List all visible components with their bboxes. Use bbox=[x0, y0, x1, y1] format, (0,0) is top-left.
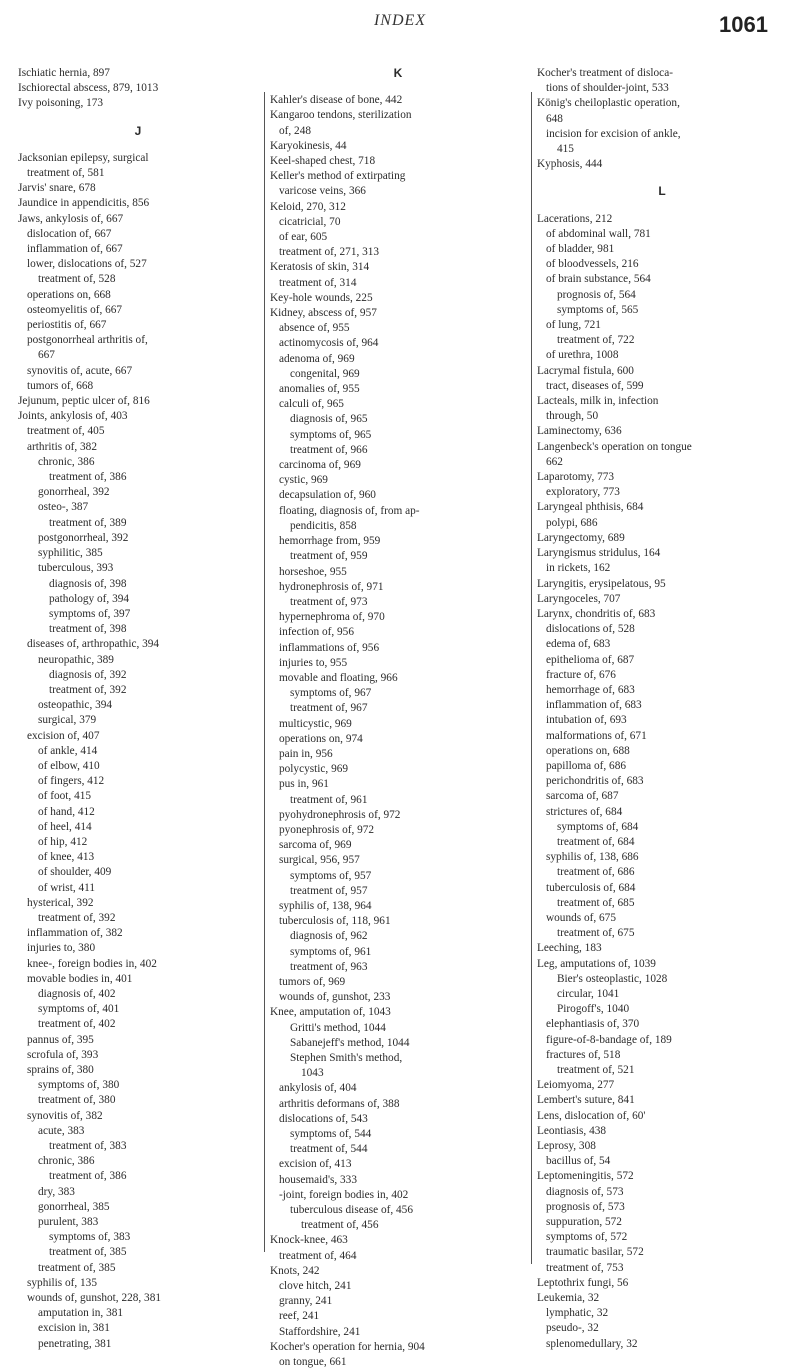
index-subentry: prognosis of, 573 bbox=[546, 1200, 625, 1213]
index-subentry: lower, dislocations of, 527 bbox=[27, 258, 147, 271]
index-subentry: infection of, 956 bbox=[279, 626, 354, 639]
index-subentry: treatment of, 405 bbox=[27, 425, 105, 438]
index-subentry: hemorrhage of, 683 bbox=[546, 683, 635, 696]
index-subentry: of shoulder, 409 bbox=[38, 866, 112, 879]
index-subentry: strictures of, 684 bbox=[546, 805, 623, 818]
index-entry: Lacerations, 212 bbox=[537, 212, 613, 225]
index-subentry: chronic, 386 bbox=[38, 455, 95, 468]
index-subentry: excision in, 381 bbox=[38, 1322, 110, 1335]
index-subentry: diagnosis of, 402 bbox=[38, 987, 116, 1000]
index-subentry: clove hitch, 241 bbox=[279, 1280, 352, 1293]
column-divider bbox=[264, 92, 265, 1252]
index-subentry: absence of, 955 bbox=[279, 322, 350, 335]
index-subentry: chronic, 386 bbox=[38, 1155, 95, 1168]
index-subentry: treatment of, 314 bbox=[279, 276, 357, 289]
index-entry: Leptothrix fungi, 56 bbox=[537, 1276, 629, 1289]
index-subentry: diseases of, arthropathic, 394 bbox=[27, 638, 160, 651]
index-subentry: actinomycosis of, 964 bbox=[279, 337, 379, 350]
index-subentry: treatment of, 959 bbox=[290, 550, 368, 563]
index-subentry: syphilitic, 385 bbox=[38, 547, 103, 560]
index-subentry: syphilis of, 135 bbox=[27, 1276, 97, 1289]
index-subentry: carcinoma of, 969 bbox=[279, 459, 361, 472]
index-entry: Leprosy, 308 bbox=[537, 1140, 596, 1153]
index-subentry: cystic, 969 bbox=[279, 474, 328, 487]
index-subentry: treatment of, 380 bbox=[38, 1094, 116, 1107]
index-entry: Keratosis of skin, 314 bbox=[270, 261, 370, 274]
index-subentry: treatment of, 386 bbox=[49, 1170, 127, 1183]
index-subentry: syphilis of, 138, 964 bbox=[279, 899, 372, 912]
index-subentry: synovitis of, acute, 667 bbox=[27, 364, 133, 377]
index-subentry: diagnosis of, 965 bbox=[290, 413, 368, 426]
running-head: INDEX bbox=[373, 12, 427, 29]
index-subentry: 667 bbox=[38, 349, 55, 362]
index-subentry: multicystic, 969 bbox=[279, 717, 352, 730]
index-subentry: treatment of, 957 bbox=[290, 884, 368, 897]
index-subentry: epithelioma of, 687 bbox=[546, 653, 635, 666]
index-entry: Ischiatic hernia, 897 bbox=[18, 67, 110, 79]
index-entry: König's cheiloplastic operation, bbox=[537, 97, 680, 110]
index-subentry: diagnosis of, 962 bbox=[290, 930, 368, 943]
index-entry: Laryngectomy, 689 bbox=[537, 531, 625, 544]
index-subentry: tuberculous disease of, 456 bbox=[290, 1204, 413, 1217]
index-subentry: pendicitis, 858 bbox=[290, 519, 357, 532]
index-entry: Jacksonian epilepsy, surgical bbox=[18, 151, 149, 164]
index-subentry: circular, 1041 bbox=[557, 987, 620, 1000]
index-subentry: cicatricial, 70 bbox=[279, 215, 341, 228]
index-entry: Lens, dislocation of, 60' bbox=[537, 1109, 646, 1122]
index-entry: Keller's method of extirpating bbox=[270, 170, 406, 183]
section-letter: L bbox=[658, 184, 666, 199]
index-subentry: surgical, 956, 957 bbox=[279, 854, 360, 867]
index-subentry: treatment of, 961 bbox=[290, 793, 368, 806]
index-subentry: of urethra, 1008 bbox=[546, 349, 619, 362]
index-subentry: 415 bbox=[557, 143, 574, 156]
index-subentry: perichondritis of, 683 bbox=[546, 775, 644, 788]
index-subentry: decapsulation of, 960 bbox=[279, 489, 376, 502]
index-subentry: pyohydronephrosis of, 972 bbox=[279, 808, 401, 821]
index-subentry: excision of, 407 bbox=[27, 729, 100, 742]
index-subentry: gonorrheal, 392 bbox=[38, 486, 110, 499]
index-entry: Ischiorectal abscess, 879, 1013 bbox=[18, 82, 159, 95]
index-subentry: treatment of, 528 bbox=[38, 273, 116, 286]
index-subentry: treatment of, 385 bbox=[38, 1261, 116, 1274]
index-entry: Laryngismus stridulus, 164 bbox=[537, 547, 661, 560]
index-subentry: symptoms of, 965 bbox=[290, 428, 372, 441]
index-subentry: treatment of, 581 bbox=[27, 167, 105, 180]
index-subentry: treatment of, 398 bbox=[49, 623, 127, 636]
index-entry: Lacrymal fistula, 600 bbox=[537, 364, 634, 377]
index-subentry: tuberculous, 393 bbox=[38, 562, 114, 575]
index-subentry: of bladder, 981 bbox=[546, 243, 615, 256]
index-subentry: wounds of, gunshot, 233 bbox=[279, 991, 391, 1004]
index-subentry: treatment of, 675 bbox=[557, 927, 635, 940]
index-subentry: of hand, 412 bbox=[38, 805, 95, 818]
index-subentry: arthritis deformans of, 388 bbox=[279, 1097, 400, 1110]
index-subentry: floating, diagnosis of, from ap- bbox=[279, 504, 420, 517]
index-subentry: bacillus of, 54 bbox=[546, 1155, 611, 1168]
index-subentry: polypi, 686 bbox=[546, 516, 598, 529]
index-subentry: dislocation of, 667 bbox=[27, 227, 112, 240]
index-entry: Laryngitis, erysipelatous, 95 bbox=[537, 577, 666, 590]
index-entry: Leontiasis, 438 bbox=[537, 1124, 607, 1137]
index-subentry: incision for excision of ankle, bbox=[546, 127, 681, 140]
index-subentry: polycystic, 969 bbox=[279, 763, 349, 776]
index-subentry: of wrist, 411 bbox=[38, 881, 96, 894]
index-subentry: edema of, 683 bbox=[546, 638, 611, 651]
index-subentry: of lung, 721 bbox=[546, 319, 601, 332]
index-subentry: of hip, 412 bbox=[38, 835, 88, 848]
index-subentry: treatment of, 722 bbox=[557, 334, 635, 347]
index-subentry: treatment of, 967 bbox=[290, 702, 368, 715]
index-entry: Jejunum, peptic ulcer of, 816 bbox=[18, 395, 150, 408]
index-subentry: symptoms of, 967 bbox=[290, 687, 372, 700]
index-subentry: granny, 241 bbox=[279, 1295, 333, 1308]
index-subentry: ankylosis of, 404 bbox=[279, 1082, 357, 1095]
index-subentry: symptoms of, 961 bbox=[290, 945, 372, 958]
index-column-1 bbox=[18, 66, 258, 1352]
index-subentry: pseudo-, 32 bbox=[546, 1322, 599, 1335]
index-subentry: lymphatic, 32 bbox=[546, 1307, 609, 1320]
index-subentry: Bier's osteoplastic, 1028 bbox=[557, 972, 668, 985]
index-subentry: symptoms of, 397 bbox=[49, 607, 131, 620]
index-subentry: operations on, 974 bbox=[279, 732, 363, 745]
index-entry: Kocher's operation for hernia, 904 bbox=[270, 1340, 425, 1353]
index-subentry: prognosis of, 564 bbox=[557, 288, 636, 301]
index-subentry: inflammation of, 683 bbox=[546, 699, 642, 712]
index-entry: Knee, amputation of, 1043 bbox=[270, 1006, 391, 1019]
index-subentry: treatment of, 753 bbox=[546, 1261, 624, 1274]
index-subentry: inflammation of, 382 bbox=[27, 927, 123, 940]
index-subentry: treatment of, 383 bbox=[49, 1140, 127, 1153]
index-subentry: fracture of, 676 bbox=[546, 668, 616, 681]
index-subentry: horseshoe, 955 bbox=[279, 565, 347, 578]
index-subentry: treatment of, 456 bbox=[301, 1219, 379, 1232]
index-subentry: periostitis of, 667 bbox=[27, 319, 107, 332]
index-subentry: 662 bbox=[546, 455, 563, 468]
index-subentry: treatment of, 966 bbox=[290, 443, 368, 456]
index-entry: Lacteals, milk in, infection bbox=[537, 395, 659, 408]
index-subentry: movable and floating, 966 bbox=[279, 671, 398, 684]
index-subentry: treatment of, 685 bbox=[557, 896, 635, 909]
index-subentry: osteo-, 387 bbox=[38, 501, 89, 514]
index-subentry: of knee, 413 bbox=[38, 851, 95, 864]
index-subentry: inflammations of, 956 bbox=[279, 641, 380, 654]
index-subentry: intubation of, 693 bbox=[546, 714, 627, 727]
index-subentry: traumatic basilar, 572 bbox=[546, 1246, 644, 1259]
index-subentry: postgonorrheal arthritis of, bbox=[27, 334, 148, 347]
index-subentry: hemorrhage from, 959 bbox=[279, 535, 381, 548]
index-entry: Knock-knee, 463 bbox=[270, 1234, 348, 1247]
index-subentry: tions of shoulder-joint, 533 bbox=[546, 82, 669, 95]
index-subentry: acute, 383 bbox=[38, 1124, 85, 1137]
index-subentry: treatment of, 402 bbox=[38, 1018, 116, 1031]
index-subentry: -joint, foreign bodies in, 402 bbox=[279, 1188, 409, 1201]
index-subentry: suppuration, 572 bbox=[546, 1216, 622, 1229]
index-subentry: symptoms of, 383 bbox=[49, 1231, 131, 1244]
index-subentry: excision of, 413 bbox=[279, 1158, 352, 1171]
index-entry: Ivy poisoning, 173 bbox=[18, 97, 104, 110]
index-subentry: housemaid's, 333 bbox=[279, 1173, 357, 1186]
index-subentry: of ear, 605 bbox=[279, 231, 328, 244]
index-entry: Laminectomy, 636 bbox=[537, 425, 622, 438]
index-subentry: treatment of, 271, 313 bbox=[279, 246, 380, 259]
index-entry: Kangaroo tendons, sterilization bbox=[270, 109, 412, 122]
index-subentry: Gritti's method, 1044 bbox=[290, 1021, 386, 1034]
index-subentry: tumors of, 969 bbox=[279, 975, 346, 988]
index-subentry: wounds of, 675 bbox=[546, 911, 616, 924]
index-subentry: figure-of-8-bandage of, 189 bbox=[546, 1033, 672, 1046]
index-subentry: scrofula of, 393 bbox=[27, 1048, 99, 1061]
index-subentry: 1043 bbox=[301, 1067, 324, 1080]
index-subentry: treatment of, 963 bbox=[290, 960, 368, 973]
index-subentry: treatment of, 392 bbox=[49, 683, 127, 696]
index-subentry: treatment of, 389 bbox=[49, 516, 127, 529]
index-entry: Laryngeal phthisis, 684 bbox=[537, 501, 644, 514]
index-entry: Kidney, abscess of, 957 bbox=[270, 307, 377, 320]
index-entry: Kahler's disease of bone, 442 bbox=[270, 94, 403, 107]
index-subentry: of fingers, 412 bbox=[38, 775, 105, 788]
index-entry: Jaundice in appendicitis, 856 bbox=[18, 197, 150, 210]
index-subentry: through, 50 bbox=[546, 410, 599, 423]
index-subentry: surgical, 379 bbox=[38, 714, 97, 727]
index-column-2 bbox=[270, 66, 526, 1370]
index-subentry: symptoms of, 572 bbox=[546, 1231, 628, 1244]
index-entry: Keloid, 270, 312 bbox=[270, 200, 346, 213]
index-subentry: tuberculosis of, 118, 961 bbox=[279, 915, 391, 928]
index-subentry: symptoms of, 544 bbox=[290, 1128, 372, 1141]
index-entry: Leiomyoma, 277 bbox=[537, 1079, 615, 1092]
index-subentry: operations on, 668 bbox=[27, 288, 111, 301]
index-subentry: of abdominal wall, 781 bbox=[546, 227, 651, 240]
index-subentry: symptoms of, 565 bbox=[557, 303, 639, 316]
page-number: 1061 bbox=[719, 12, 768, 37]
index-subentry: treatment of, 386 bbox=[49, 471, 127, 484]
index-subentry: tumors of, 668 bbox=[27, 379, 94, 392]
index-subentry: of bloodvessels, 216 bbox=[546, 258, 639, 271]
index-subentry: papilloma of, 686 bbox=[546, 759, 627, 772]
index-subentry: pathology of, 394 bbox=[49, 592, 130, 605]
index-entry: Lembert's suture, 841 bbox=[537, 1094, 635, 1107]
index-subentry: diagnosis of, 398 bbox=[49, 577, 127, 590]
index-subentry: anomalies of, 955 bbox=[279, 383, 360, 396]
index-subentry: amputation in, 381 bbox=[38, 1307, 124, 1320]
index-subentry: treatment of, 392 bbox=[38, 911, 116, 924]
index-subentry: splenomedullary, 32 bbox=[546, 1337, 638, 1350]
index-entry: Laryngoceles, 707 bbox=[537, 592, 621, 605]
index-subentry: hydronephrosis of, 971 bbox=[279, 580, 384, 593]
index-subentry: pain in, 956 bbox=[279, 747, 333, 760]
index-subentry: dislocations of, 543 bbox=[279, 1112, 368, 1125]
index-subentry: of foot, 415 bbox=[38, 790, 92, 803]
index-subentry: fractures of, 518 bbox=[546, 1048, 621, 1061]
index-subentry: congenital, 969 bbox=[290, 367, 360, 380]
index-entry: Leg, amputations of, 1039 bbox=[537, 957, 656, 970]
section-letter: K bbox=[393, 66, 403, 80]
index-subentry: Staffordshire, 241 bbox=[279, 1325, 361, 1338]
index-entry: Knots, 242 bbox=[270, 1264, 320, 1277]
section-letter: J bbox=[134, 123, 142, 138]
index-subentry: sprains of, 380 bbox=[27, 1064, 94, 1076]
index-subentry: in rickets, 162 bbox=[546, 562, 611, 575]
index-column-3 bbox=[537, 66, 787, 1352]
index-subentry: purulent, 383 bbox=[38, 1216, 99, 1229]
index-subentry: treatment of, 464 bbox=[279, 1249, 357, 1262]
index-subentry: neuropathic, 389 bbox=[38, 653, 114, 666]
index-subentry: Sabanejeff's method, 1044 bbox=[290, 1036, 410, 1049]
index-subentry: tract, diseases of, 599 bbox=[546, 379, 644, 392]
index-subentry: reef, 241 bbox=[279, 1310, 320, 1323]
index-entry: Kocher's treatment of disloca- bbox=[537, 67, 673, 79]
index-subentry: treatment of, 686 bbox=[557, 866, 635, 879]
index-subentry: tuberculosis of, 684 bbox=[546, 881, 636, 894]
index-subentry: hypernephroma of, 970 bbox=[279, 611, 385, 624]
index-subentry: injuries to, 380 bbox=[27, 942, 96, 955]
index-subentry: treatment of, 973 bbox=[290, 595, 368, 608]
column-divider bbox=[531, 92, 532, 1264]
index-entry: Key-hole wounds, 225 bbox=[270, 291, 373, 304]
index-entry: Langenbeck's operation on tongue bbox=[537, 440, 692, 453]
index-entry: Joints, ankylosis of, 403 bbox=[18, 410, 128, 423]
index-entry: Karyokinesis, 44 bbox=[270, 139, 347, 152]
index-subentry: treatment of, 684 bbox=[557, 835, 635, 848]
index-entry: Keel-shaped chest, 718 bbox=[270, 155, 376, 168]
index-subentry: Pirogoff's, 1040 bbox=[557, 1003, 630, 1016]
index-subentry: of heel, 414 bbox=[38, 820, 92, 833]
index-subentry: diagnosis of, 392 bbox=[49, 668, 127, 681]
index-subentry: of brain substance, 564 bbox=[546, 273, 651, 286]
index-subentry: postgonorrheal, 392 bbox=[38, 531, 129, 544]
index-subentry: pus in, 961 bbox=[279, 778, 329, 791]
index-subentry: osteomyelitis of, 667 bbox=[27, 303, 123, 316]
index-subentry: of elbow, 410 bbox=[38, 759, 100, 772]
index-subentry: elephantiasis of, 370 bbox=[546, 1018, 640, 1031]
index-entry: Leeching, 183 bbox=[537, 942, 602, 955]
index-subentry: symptoms of, 380 bbox=[38, 1079, 120, 1092]
index-subentry: symptoms of, 957 bbox=[290, 869, 372, 882]
index-subentry: osteopathic, 394 bbox=[38, 699, 113, 712]
index-subentry: knee-, foreign bodies in, 402 bbox=[27, 957, 157, 970]
index-entry: Laparotomy, 773 bbox=[537, 471, 615, 484]
page-header bbox=[0, 12, 800, 42]
index-subentry: hysterical, 392 bbox=[27, 896, 94, 909]
index-subentry: synovitis of, 382 bbox=[27, 1109, 103, 1122]
index-subentry: sarcoma of, 969 bbox=[279, 839, 352, 852]
index-subentry: 648 bbox=[546, 112, 563, 125]
index-entry: Jarvis' snare, 678 bbox=[18, 182, 96, 195]
index-subentry: of ankle, 414 bbox=[38, 744, 98, 757]
index-subentry: sarcoma of, 687 bbox=[546, 790, 619, 803]
index-subentry: penetrating, 381 bbox=[38, 1337, 112, 1350]
index-subentry: inflammation of, 667 bbox=[27, 243, 123, 256]
index-subentry: calculi of, 965 bbox=[279, 398, 344, 411]
index-subentry: injuries to, 955 bbox=[279, 656, 348, 669]
index-subentry: on tongue, 661 bbox=[279, 1356, 347, 1369]
index-subentry: arthritis of, 382 bbox=[27, 440, 97, 453]
index-subentry: of, 248 bbox=[279, 124, 312, 137]
index-subentry: symptoms of, 401 bbox=[38, 1003, 120, 1016]
index-entry: Leukemia, 32 bbox=[537, 1292, 600, 1305]
index-subentry: malformations of, 671 bbox=[546, 729, 647, 742]
index-subentry: dry, 383 bbox=[38, 1185, 75, 1198]
index-subentry: pannus of, 395 bbox=[27, 1033, 94, 1046]
index-subentry: gonorrheal, 385 bbox=[38, 1200, 110, 1213]
index-subentry: varicose veins, 366 bbox=[279, 185, 366, 198]
index-subentry: symptoms of, 684 bbox=[557, 820, 639, 833]
index-subentry: treatment of, 385 bbox=[49, 1246, 127, 1259]
index-subentry: treatment of, 521 bbox=[557, 1064, 635, 1076]
index-subentry: syphilis of, 138, 686 bbox=[546, 851, 639, 864]
index-subentry: operations on, 688 bbox=[546, 744, 630, 757]
index-subentry: wounds of, gunshot, 228, 381 bbox=[27, 1292, 161, 1305]
index-subentry: pyonephrosis of, 972 bbox=[279, 823, 375, 836]
index-subentry: Stephen Smith's method, bbox=[290, 1052, 403, 1064]
index-subentry: dislocations of, 528 bbox=[546, 623, 635, 636]
index-subentry: exploratory, 773 bbox=[546, 486, 620, 499]
index-subentry: movable bodies in, 401 bbox=[27, 972, 133, 985]
index-subentry: diagnosis of, 573 bbox=[546, 1185, 624, 1198]
index-subentry: adenoma of, 969 bbox=[279, 352, 355, 365]
index-entry: Kyphosis, 444 bbox=[537, 158, 603, 171]
index-entry: Jaws, ankylosis of, 667 bbox=[18, 212, 124, 225]
index-entry: Leptomeningitis, 572 bbox=[537, 1170, 634, 1183]
index-entry: Larynx, chondritis of, 683 bbox=[537, 607, 656, 620]
index-subentry: treatment of, 544 bbox=[290, 1143, 368, 1156]
